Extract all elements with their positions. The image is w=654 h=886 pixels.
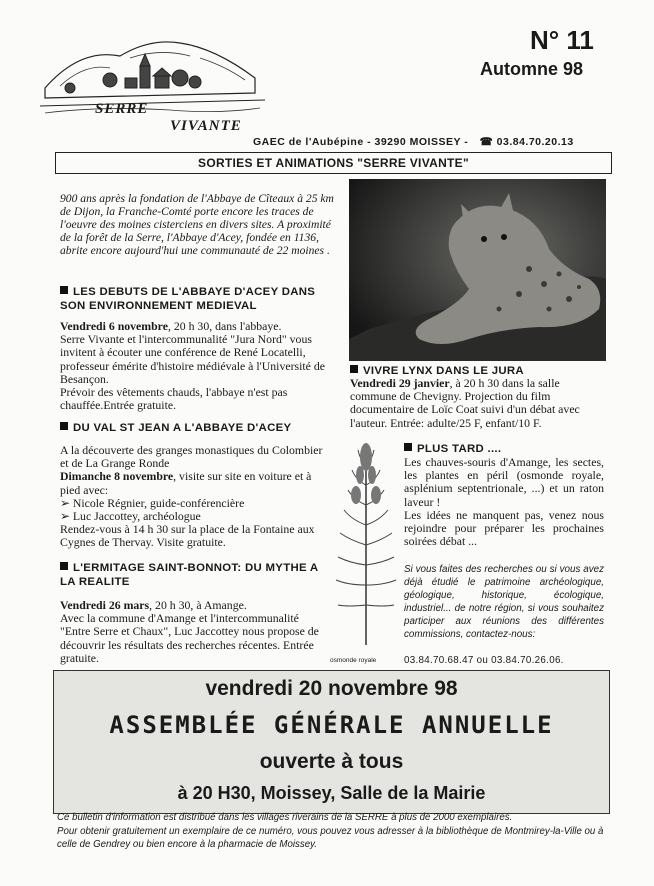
assembly-announcement xyxy=(53,670,610,814)
issue-season: Automne 98 xyxy=(480,59,584,79)
heading-ermitage: L'ERMITAGE SAINT-BONNOT: DU MYTHE A LA REALITE xyxy=(60,562,319,588)
lynx-date: Vendredi 29 janvier xyxy=(350,376,450,390)
bullet-square-icon xyxy=(60,286,68,294)
research-call: Si vous faites des recherches ou si vous avez déjà étudié le patrimoine archéologique, géologique, historique, écologique, industriel... de notre région, si vous souhaitez participer aux réunions des différentes commissions, contactez-nous: xyxy=(404,564,604,640)
lynx-photo xyxy=(349,179,606,361)
acey-note: Prévoir des vêtements chauds, l'abbaye n'est pas chauffée.Entrée gratuite. xyxy=(60,385,288,413)
distribution-footer xyxy=(57,811,612,852)
heading-acey: LES DEBUTS DE L'ABBAYE D'ACEY DANS SON ENVIRONNEMENT MEDIEVAL xyxy=(60,286,316,312)
bullet-square-icon xyxy=(350,365,358,373)
footer-line-2: Pour obtenir gratuitement un exemplaire de ce numéro, vous pouvez vous adresser à la bibliothèque de Montmirey-la-Ville ou à celle de Gendrey ou bien encore à la pharmacie de Moissey. xyxy=(57,825,604,850)
contact-phone: 03.84.70.20.13 xyxy=(496,136,574,148)
ermitage-date-rest: , 20 h 30, à Amange. xyxy=(149,598,247,612)
lynx-text: , à 20 h 30 dans la salle commune de Chevigny. Projection du film documentaire de Loïc Coat suivi d'un débat avec l'auteur. Entrée: adulte/25 F, enfant/10 F. xyxy=(350,376,580,430)
acey-date: Vendredi 6 novembre xyxy=(60,319,168,333)
announcement-subtitle: ouverte à tous xyxy=(259,750,404,773)
article-ermitage xyxy=(60,599,328,665)
bullet-square-icon xyxy=(404,443,412,451)
val-guide-1: ➢ Nicole Régnier, guide-conférencière xyxy=(60,495,245,510)
article-val-st-jean xyxy=(60,444,328,550)
acey-time: , 20 h 30, dans l'abbaye. xyxy=(167,319,282,333)
heading-val-st-jean: DU VAL ST JEAN A L'ABBAYE D'ACEY xyxy=(60,421,350,435)
ermitage-date: Vendredi 26 mars xyxy=(60,598,150,612)
issue-number: N° 11 xyxy=(530,25,594,55)
plus-tard-text-1: Les chauves-souris d'Amange, les sectes, les plantes en péril (osmonde royale, asplénium septentrionale, ...) et un raton laveur ! xyxy=(404,455,604,509)
bullet-square-icon xyxy=(60,562,68,570)
bullet-square-icon xyxy=(60,422,68,430)
article-lynx xyxy=(350,377,605,430)
article-acey xyxy=(60,320,340,412)
val-guide-2: ➢ Luc Jaccottey, archéologue xyxy=(60,509,201,524)
ermitage-text: Avec la commune d'Amange et l'intercommunalité "Entre Serre et Chaux", Luc Jaccottey nous propose de découvrir les résultats des recherches récentes. Entrée gratuite. xyxy=(60,611,319,665)
logo-text-serre: SERRE xyxy=(95,101,149,117)
research-phones: 03.84.70.68.47 ou 03.84.70.26.06. xyxy=(404,655,564,666)
article-plus-tard xyxy=(404,456,604,548)
val-date: Dimanche 8 novembre xyxy=(60,469,174,484)
val-rdv: Rendez-vous à 14 h 30 sur la place de la Fontaine aux Cygnes de Thervay. Visite gratuite. xyxy=(60,522,315,550)
announcement-title: ASSEMBLÉE GÉNÉRALE ANNUELLE xyxy=(109,711,554,739)
contact-line xyxy=(253,136,574,148)
logo-text-vivante: VIVANTE xyxy=(170,118,242,134)
acey-text: Serre Vivante et l'intercommunalité "Jura Nord" vous invitent à écouter une conférence de René Locatelli, professeur émérite d'histoire médiévale à l'Université de Besançon. xyxy=(60,332,325,386)
telephone-icon: ☎ xyxy=(479,136,494,148)
plus-tard-text-2: Les idées ne manquent pas, venez nous rejoindre pour préparer les prochaines soirées débat ... xyxy=(404,507,604,549)
heading-plus-tard: PLUS TARD .... xyxy=(404,442,501,456)
heading-lynx: VIVRE LYNX DANS LE JURA xyxy=(350,364,524,378)
val-intro: A la découverte des granges monastiques du Colombier et de La Grange Ronde xyxy=(60,443,323,471)
contact-org: GAEC de l'Aubépine - 39290 MOISSEY - xyxy=(253,136,469,148)
section-title: SORTIES ET ANIMATIONS "SERRE VIVANTE" xyxy=(55,152,612,174)
announcement-place: à 20 H30, Moissey, Salle de la Mairie xyxy=(177,783,486,803)
val-date-rest: , visite sur site en voiture et à pied avec: xyxy=(60,469,312,497)
osmonde-royale-illustration xyxy=(330,435,402,645)
announcement-date: vendredi 20 novembre 98 xyxy=(205,677,458,700)
footer-line-1: Ce bulletin d'information est distribué dans les villages riverains de la SERRE à plus de 2000 exemplaires. xyxy=(57,812,513,823)
intro-paragraph: 900 ans après la fondation de l'Abbaye de Cîteaux à 25 km de Dijon, la Franche-Comté porte encore les traces de l'oeuvre des moines cisterciens en divers sites. A proximité de la forêt de la Serre, l'Abbaye d'Acey, fondée en 1136, abrite encore aujourd'hui une communauté de 22 moines . xyxy=(60,192,334,257)
plant-caption: osmonde royale xyxy=(330,657,377,664)
